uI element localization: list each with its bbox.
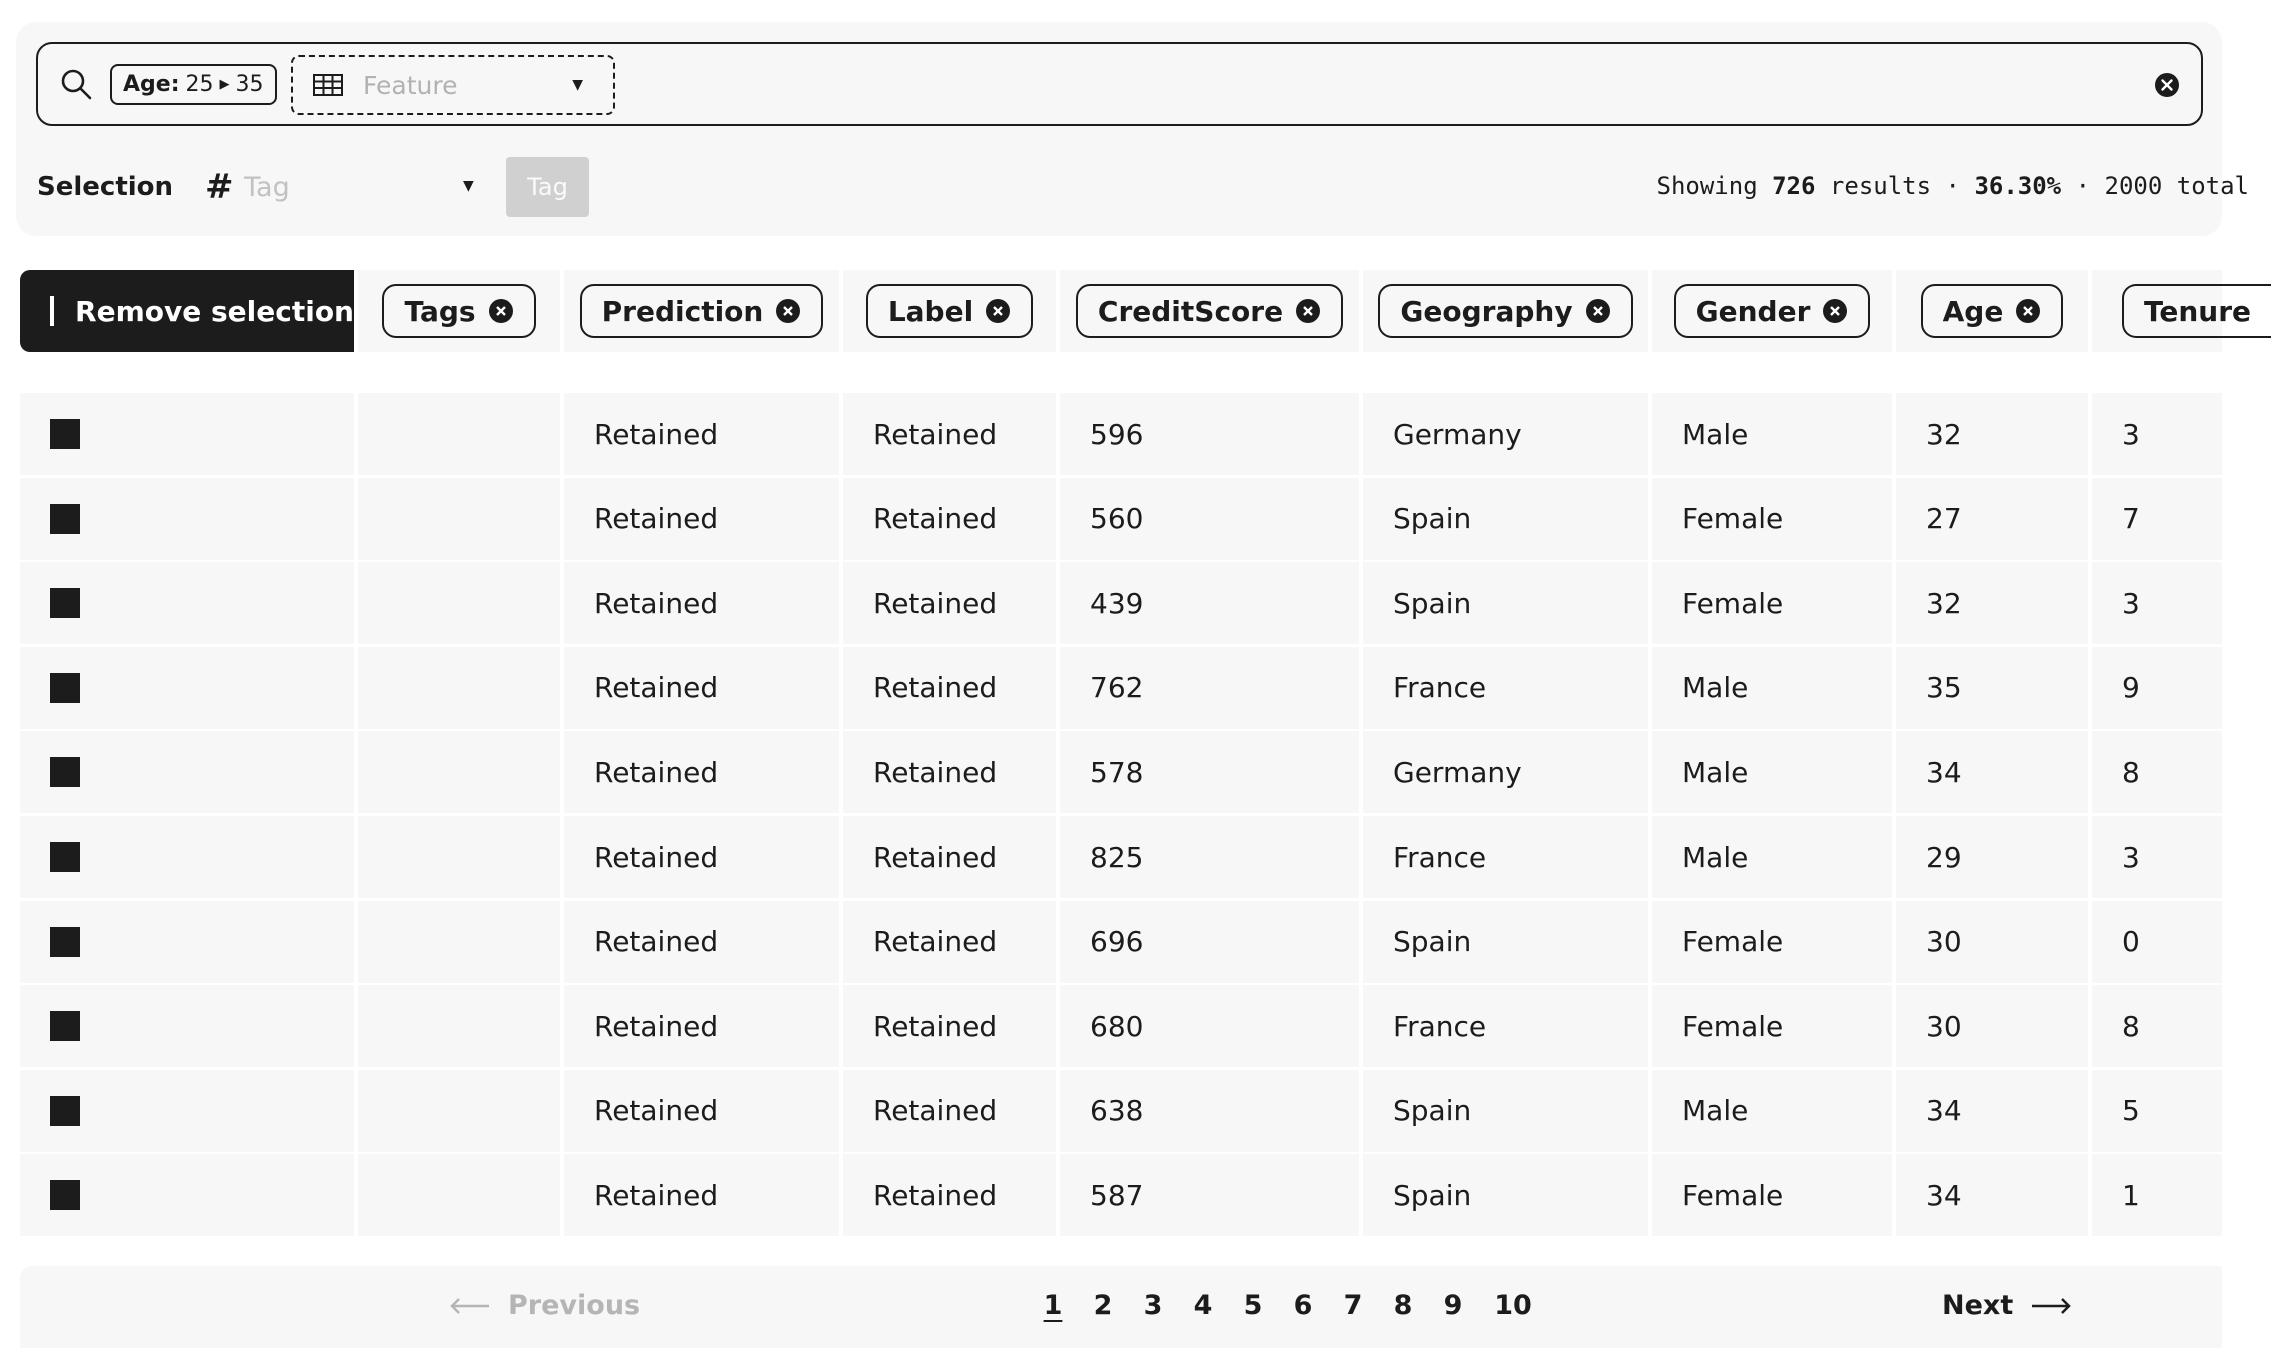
cell-age: 30	[1896, 901, 2088, 983]
cell-geography: Spain	[1363, 478, 1648, 560]
next-label: Next	[1942, 1290, 2014, 1321]
table-row[interactable]	[20, 562, 2222, 644]
cell-creditscore: 638	[1060, 1070, 1359, 1152]
cell-geography: Germany	[1363, 731, 1648, 813]
row-select-cell[interactable]	[20, 985, 354, 1067]
cell-gender: Female	[1652, 562, 1892, 644]
cell-tenure: 5	[2092, 1070, 2222, 1152]
cell-tags	[358, 478, 560, 560]
cell-tenure: 3	[2092, 393, 2222, 475]
remove-column-icon[interactable]	[488, 298, 514, 324]
row-checkbox[interactable]	[50, 588, 80, 618]
cell-label: Retained	[843, 478, 1056, 560]
cell-tags	[358, 816, 560, 898]
cell-prediction: Retained	[564, 647, 839, 729]
cell-age: 34	[1896, 1070, 2088, 1152]
cell-geography: France	[1363, 647, 1648, 729]
cell-age: 29	[1896, 816, 2088, 898]
row-select-cell[interactable]	[20, 393, 354, 475]
cell-age: 32	[1896, 562, 2088, 644]
cell-tags	[358, 901, 560, 983]
row-checkbox[interactable]	[50, 1011, 80, 1041]
page-link[interactable]: 1	[1043, 1290, 1063, 1321]
column-label: Geography	[1400, 294, 1573, 328]
table-icon	[313, 74, 343, 96]
cell-label: Retained	[843, 816, 1056, 898]
table-row[interactable]	[20, 901, 2222, 983]
column-label: Tenure	[2144, 294, 2252, 328]
remove-selection-label: Remove selection	[75, 294, 354, 328]
column-chip-prediction[interactable]	[580, 284, 824, 338]
row-checkbox[interactable]	[50, 927, 80, 957]
feature-select[interactable]	[291, 55, 615, 115]
page-link[interactable]: 5	[1243, 1290, 1263, 1321]
cell-creditscore: 439	[1060, 562, 1359, 644]
arrow-left-icon	[450, 1298, 490, 1314]
cell-tenure: 9	[2092, 647, 2222, 729]
column-header-age	[1896, 270, 2088, 352]
row-select-cell[interactable]	[20, 901, 354, 983]
cell-age: 34	[1896, 1154, 2088, 1236]
column-header-geography	[1363, 270, 1648, 352]
pagination-bar	[20, 1266, 2222, 1348]
cell-gender: Male	[1652, 393, 1892, 475]
results-percent: 36.30%	[1974, 172, 2062, 200]
previous-label: Previous	[508, 1290, 641, 1321]
cell-prediction: Retained	[564, 985, 839, 1067]
cell-label: Retained	[843, 1154, 1056, 1236]
chevron-down-icon: ▼	[572, 77, 583, 93]
cell-prediction: Retained	[564, 393, 839, 475]
row-checkbox[interactable]	[50, 757, 80, 787]
cell-gender: Female	[1652, 901, 1892, 983]
remove-column-icon[interactable]	[1585, 298, 1611, 324]
table-row[interactable]	[20, 731, 2222, 813]
column-header-gender	[1652, 270, 1892, 352]
remove-column-icon[interactable]	[2015, 298, 2041, 324]
cell-gender: Male	[1652, 816, 1892, 898]
page-link[interactable]: 3	[1143, 1290, 1163, 1321]
cell-label: Retained	[843, 562, 1056, 644]
cell-tags	[358, 562, 560, 644]
table-row[interactable]	[20, 393, 2222, 475]
cell-label: Retained	[843, 901, 1056, 983]
cell-geography: Germany	[1363, 393, 1648, 475]
remove-column-icon[interactable]	[1295, 298, 1321, 324]
cell-creditscore: 596	[1060, 393, 1359, 475]
search-icon	[59, 67, 93, 101]
cell-gender: Male	[1652, 731, 1892, 813]
feature-placeholder: Feature	[363, 70, 458, 100]
filter-from: 25	[185, 72, 214, 97]
cell-label: Retained	[843, 985, 1056, 1067]
page-numbers	[1028, 1290, 1543, 1321]
column-header-label	[843, 270, 1056, 352]
remove-column-icon[interactable]	[1822, 298, 1848, 324]
results-separator: ·	[2075, 172, 2091, 200]
age-filter-chip[interactable]	[110, 64, 277, 105]
selection-label: Selection	[37, 172, 174, 202]
page-link[interactable]: 7	[1343, 1290, 1363, 1321]
cell-prediction: Retained	[564, 478, 839, 560]
cell-gender: Female	[1652, 478, 1892, 560]
next-button[interactable]	[1942, 1290, 2071, 1321]
cell-geography: Spain	[1363, 1154, 1648, 1236]
row-select-cell[interactable]	[20, 731, 354, 813]
cell-tenure: 3	[2092, 816, 2222, 898]
results-separator: ·	[1945, 172, 1960, 200]
cell-tenure: 0	[2092, 901, 2222, 983]
table-row[interactable]	[20, 1154, 2222, 1236]
page-link[interactable]: 10	[1494, 1290, 1532, 1321]
cell-prediction: Retained	[564, 562, 839, 644]
cell-geography: Spain	[1363, 562, 1648, 644]
table-row[interactable]	[20, 478, 2222, 560]
cell-prediction: Retained	[564, 901, 839, 983]
table-row[interactable]	[20, 985, 2222, 1067]
column-label: Tags	[404, 294, 476, 328]
cell-tags	[358, 647, 560, 729]
cell-gender: Male	[1652, 647, 1892, 729]
clear-search-icon[interactable]	[2153, 71, 2181, 99]
cell-creditscore: 696	[1060, 901, 1359, 983]
row-select-cell[interactable]	[20, 1070, 354, 1152]
cell-tags	[358, 1070, 560, 1152]
row-select-cell[interactable]	[20, 647, 354, 729]
range-arrow-icon: ▶	[219, 77, 230, 92]
results-summary	[1657, 172, 2250, 200]
cell-tags	[358, 731, 560, 813]
page-link[interactable]: 2	[1093, 1290, 1113, 1321]
page-link[interactable]: 9	[1443, 1290, 1463, 1321]
column-chip-geography[interactable]	[1378, 284, 1632, 338]
remove-selection-button[interactable]	[20, 270, 354, 352]
checkbox-icon	[50, 296, 54, 326]
cell-age: 30	[1896, 985, 2088, 1067]
cell-age: 27	[1896, 478, 2088, 560]
cell-label: Retained	[843, 1070, 1056, 1152]
cell-label: Retained	[843, 731, 1056, 813]
filter-key: Age:	[123, 72, 180, 97]
arrow-right-icon	[2031, 1298, 2071, 1314]
column-header-creditscore	[1060, 270, 1359, 352]
page-link[interactable]: 4	[1193, 1290, 1213, 1321]
results-total: 2000 total	[2104, 172, 2249, 200]
cell-label: Retained	[843, 647, 1056, 729]
cell-gender: Male	[1652, 1070, 1892, 1152]
cell-gender: Female	[1652, 985, 1892, 1067]
table-row[interactable]	[20, 816, 2222, 898]
previous-button[interactable]	[450, 1290, 640, 1321]
cell-prediction: Retained	[564, 816, 839, 898]
column-header-tenure	[2092, 270, 2252, 352]
row-select-cell[interactable]	[20, 478, 354, 560]
cell-geography: Spain	[1363, 901, 1648, 983]
table-row[interactable]	[20, 1070, 2222, 1152]
cell-creditscore: 587	[1060, 1154, 1359, 1236]
row-checkbox[interactable]	[50, 419, 80, 449]
tag-button[interactable]: Tag	[506, 157, 589, 217]
row-select-cell[interactable]	[20, 562, 354, 644]
results-count: 726	[1772, 172, 1816, 200]
column-chip-tags[interactable]	[382, 284, 535, 338]
column-chip-age[interactable]	[1921, 284, 2064, 338]
chevron-down-icon[interactable]: ▼	[463, 178, 474, 194]
page-link[interactable]: 6	[1293, 1290, 1313, 1321]
row-checkbox[interactable]	[50, 504, 80, 534]
page-link[interactable]: 8	[1393, 1290, 1413, 1321]
column-chip-tenure[interactable]	[2122, 284, 2271, 338]
cell-creditscore: 680	[1060, 985, 1359, 1067]
row-checkbox[interactable]	[50, 1180, 80, 1210]
cell-age: 34	[1896, 731, 2088, 813]
column-label: Gender	[1695, 294, 1811, 328]
cell-label: Retained	[843, 393, 1056, 475]
table-header-row	[20, 270, 2252, 352]
cell-geography: France	[1363, 816, 1648, 898]
results-word: results	[1829, 172, 1932, 200]
column-chip-creditscore[interactable]	[1076, 284, 1343, 338]
cell-creditscore: 762	[1060, 647, 1359, 729]
table-row[interactable]	[20, 647, 2222, 729]
tag-select[interactable]: Tag	[244, 172, 290, 203]
column-chip-gender[interactable]	[1674, 284, 1871, 338]
cell-prediction: Retained	[564, 1070, 839, 1152]
results-prefix: Showing	[1656, 172, 1758, 200]
cell-geography: Spain	[1363, 1070, 1648, 1152]
row-checkbox[interactable]	[50, 842, 80, 872]
column-label: Label	[887, 294, 974, 328]
cell-creditscore: 560	[1060, 478, 1359, 560]
column-chip-label[interactable]	[866, 284, 1033, 338]
cell-tenure: 8	[2092, 731, 2222, 813]
row-checkbox[interactable]	[50, 1096, 80, 1126]
search-bar[interactable]	[36, 42, 2203, 126]
hash-icon: #	[205, 167, 234, 207]
cell-tags	[358, 1154, 560, 1236]
cell-tenure: 3	[2092, 562, 2222, 644]
remove-column-icon[interactable]	[985, 298, 1011, 324]
cell-tenure: 8	[2092, 985, 2222, 1067]
cell-age: 32	[1896, 393, 2088, 475]
column-label: Prediction	[601, 294, 764, 328]
cell-tenure: 1	[2092, 1154, 2222, 1236]
cell-tags	[358, 393, 560, 475]
cell-prediction: Retained	[564, 731, 839, 813]
cell-gender: Female	[1652, 1154, 1892, 1236]
cell-geography: France	[1363, 985, 1648, 1067]
cell-tenure: 7	[2092, 478, 2222, 560]
cell-creditscore: 825	[1060, 816, 1359, 898]
row-select-cell[interactable]	[20, 1154, 354, 1236]
row-checkbox[interactable]	[50, 673, 80, 703]
column-header-tags	[358, 270, 560, 352]
filter-to: 35	[235, 72, 264, 97]
row-select-cell[interactable]	[20, 816, 354, 898]
column-label: CreditScore	[1097, 294, 1284, 328]
cell-tags	[358, 985, 560, 1067]
cell-prediction: Retained	[564, 1154, 839, 1236]
column-label: Age	[1942, 294, 2004, 328]
column-header-prediction	[564, 270, 839, 352]
cell-age: 35	[1896, 647, 2088, 729]
cell-creditscore: 578	[1060, 731, 1359, 813]
remove-column-icon[interactable]	[775, 298, 801, 324]
